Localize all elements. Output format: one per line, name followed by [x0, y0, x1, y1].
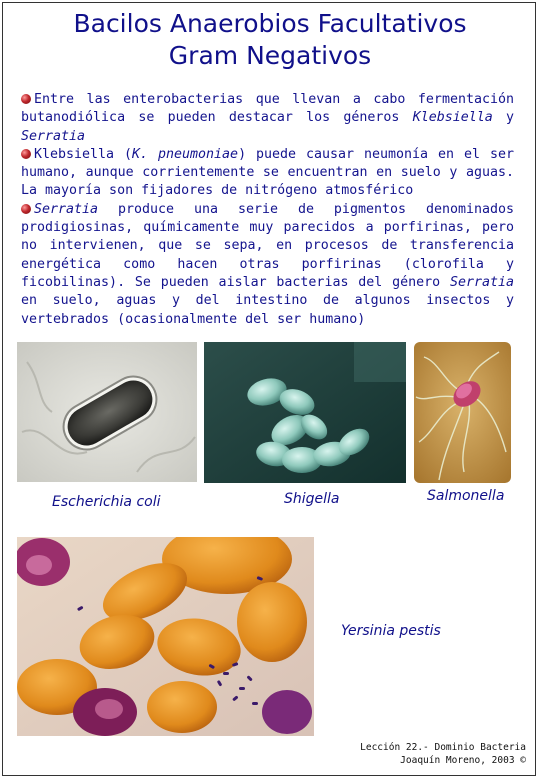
shigella-image	[204, 342, 406, 483]
ecoli-image	[17, 342, 197, 482]
species-name: K. pneumoniae	[132, 146, 239, 162]
paragraph-text: y	[492, 110, 514, 126]
paragraph-fermentation	[21, 91, 514, 146]
title-line-1: Bacilos Anaerobios Facultativos	[73, 9, 467, 38]
footer	[360, 741, 526, 767]
genus-name: Serratia	[21, 128, 86, 144]
shigella-caption: Shigella	[284, 491, 340, 507]
genus-name: Klebsiella	[412, 110, 493, 126]
paragraph-serratia	[21, 201, 514, 329]
footer-author: Joaquín Moreno, 2003 ©	[400, 755, 526, 766]
genus-name: Serratia	[449, 274, 514, 290]
yersinia-caption: Yersinia pestis	[341, 623, 441, 639]
paragraph-text: ) puede causar neumonía en el ser humano, aunque corrientemente se encuentran en suelo y aguas. La mayoría son fijadores de nitrógeno atmosférico	[21, 146, 514, 199]
bullet-icon	[21, 149, 31, 159]
paragraph-klebsiella	[21, 146, 514, 201]
salmonella-image	[414, 342, 511, 483]
ecoli-caption: Escherichia coli	[52, 494, 161, 510]
footer-lesson: Lección 22.- Dominio Bacteria	[360, 742, 526, 753]
paragraph-text: Entre las enterobacterias que llevan a cabo fermentación butanodiólica se pueden destacar los géneros	[21, 92, 514, 126]
body-text	[21, 91, 514, 329]
paragraph-text: en suelo, aguas y del intestino de algunos insectos y vertebrados (ocasionalmente del ser humano)	[21, 293, 514, 327]
paragraph-text: Klebsiella (	[34, 146, 133, 162]
title-line-2: Gram Negativos	[168, 41, 372, 70]
bullet-icon	[21, 204, 31, 214]
bullet-icon	[21, 94, 31, 104]
page-title	[0, 8, 540, 72]
yersinia-image	[17, 537, 314, 736]
salmonella-caption: Salmonella	[427, 488, 505, 504]
genus-name: Serratia	[34, 201, 99, 217]
paragraph-text: produce una serie de pigmentos denominados prodigiosinas, químicamente muy parecidos a porfirinas, pero no intervienen, que se sepa, en procesos de transferencia energética como hacen otras porfirinas (clorofila y ficobilinas). Se pueden aislar bacterias del género	[21, 201, 514, 290]
